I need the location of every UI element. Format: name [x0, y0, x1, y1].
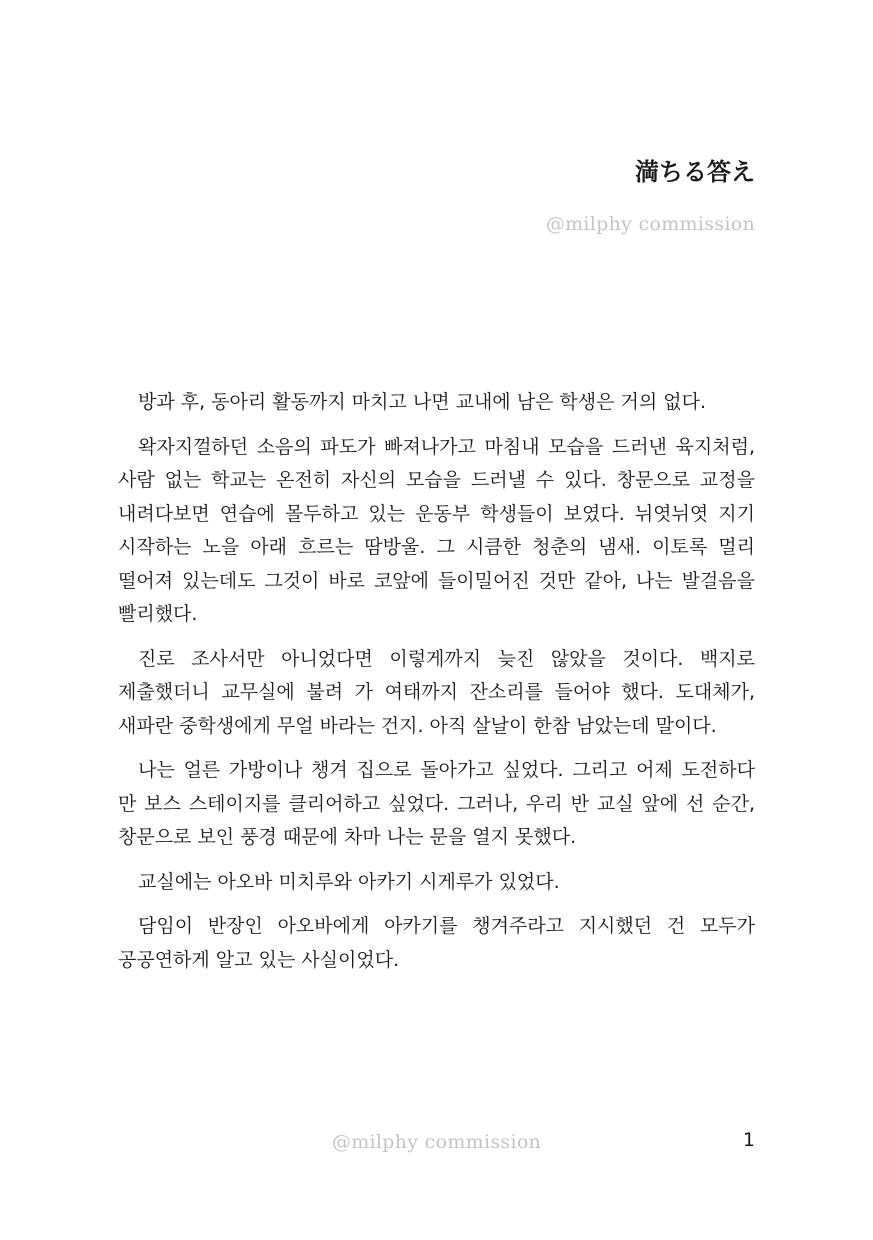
document-title: 満ちる答え [635, 157, 755, 186]
paragraph: 담임이 반장인 아오바에게 아카기를 챙겨주라고 지시했던 건 모두가 공공연하게 알고 있는 사실이었다. [118, 915, 755, 971]
paragraph: 교실에는 아오바 미치루와 아카기 시게루가 있었다. [138, 870, 560, 893]
header-credit: @milphy commission [545, 213, 755, 235]
footer-credit: @milphy commission [331, 1131, 542, 1153]
paragraph: 진로 조사서만 아니었다면 이렇게까지 늦진 않았을 것이다. 백지로 제출했더니 교무실에 불려 가 여태까지 잔소리를 들어야 했다. 도대체가, 새파란 중학생에게 무얼 바라는 건지. 아직 살날이 한참 남았는데 말이다. [118, 647, 755, 737]
paragraph: 왁자지껄하던 소음의 파도가 빠져나가고 마침내 모습을 드러낸 육지처럼, 사람 없는 학교는 온전히 자신의 모습을 드러낼 수 있다. 창문으로 교정을 내려다보면 연습에 몰두하고 있는 운동부 학생들이 보였다. 뉘엿뉘엿 지기 시작하는 노을 아래 흐르는 땀방울. 그 시큼한 청춘의 냄새. 이토록 멀리 떨어져 있는데도 그것이 바로 코앞에 들이밀어진 것만 같아, 나는 발걸음을 빨리했다. [118, 435, 755, 625]
page-number: 1 [742, 1129, 755, 1151]
document-body [118, 386, 755, 988]
paragraph: 방과 후, 동아리 활동까지 마치고 나면 교내에 남은 학생은 거의 없다. [138, 391, 707, 413]
paragraph: 나는 얼른 가방이나 챙겨 집으로 돌아가고 싶었다. 그리고 어제 도전하다 만 보스 스테이지를 클리어하고 싶었다. 그러나, 우리 반 교실 앞에 선 순간, 창문으로 보인 풍경 때문에 차마 나는 문을 열지 못했다. [118, 759, 755, 848]
